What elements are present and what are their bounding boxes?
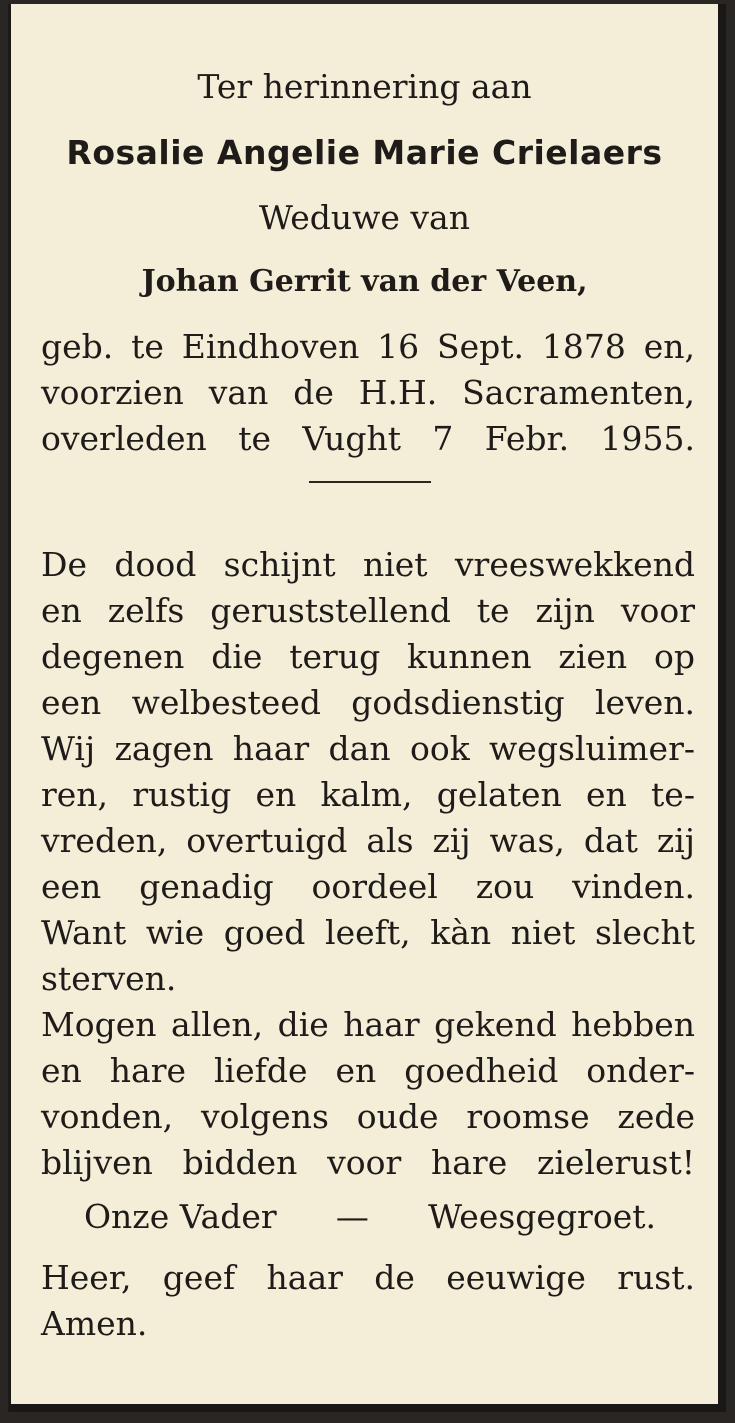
verse-line: Want wie goed leeft, kàn niet slecht	[41, 913, 695, 952]
prayer-our-father: Onze Vader	[84, 1197, 277, 1236]
verse-line: vreden, overtuigd als zij was, dat zij	[41, 821, 695, 860]
verse-line: degenen die terug kunnen zien op	[41, 637, 695, 676]
deceased-name: Rosalie Angelie Marie Crielaers	[66, 133, 663, 172]
prayer-hail-mary: Weesgegroet.	[428, 1197, 656, 1236]
birth-line: geb. te Eindhoven 16 Sept. 1878 en,	[41, 327, 695, 366]
memorial-card	[8, 4, 726, 1412]
amen-text: Amen.	[41, 1304, 148, 1343]
intro-text: Ter herinnering aan	[197, 67, 532, 106]
verse-line: ren, rustig en kalm, gelaten en te-	[41, 775, 695, 814]
prayer-dash: —	[335, 1197, 369, 1236]
verse-line: sterven.	[41, 959, 177, 998]
verse-line: blijven bidden voor hare zielerust!	[41, 1143, 695, 1182]
verse-line: De dood schijnt niet vreeswekkend	[41, 545, 695, 584]
prayer-line	[84, 1194, 656, 1240]
verse-line: een genadig oordeel zou vinden.	[41, 867, 695, 906]
verse-line: een welbesteed godsdienstig leven.	[41, 683, 695, 722]
husband-name: Johan Gerrit van der Veen,	[141, 264, 588, 299]
verse-line: Wij zagen haar dan ook wegsluimer-	[41, 729, 695, 768]
closing-prayer: Heer, geef haar de eeuwige rust.	[41, 1258, 695, 1297]
death-line: overleden te Vught 7 Febr. 1955.	[41, 419, 695, 458]
verse-line: Mogen allen, die haar gekend hebben	[41, 1005, 695, 1044]
verse-line: en zelfs geruststellend te zijn voor	[41, 591, 695, 630]
relation-text: Weduwe van	[259, 198, 470, 237]
verse-line: vonden, volgens oude roomse zede	[41, 1097, 695, 1136]
sacraments-line: voorzien van de H.H. Sacramenten,	[41, 373, 695, 412]
divider-rule	[309, 481, 431, 483]
verse-line: en hare liefde en goedheid onder-	[41, 1051, 695, 1090]
